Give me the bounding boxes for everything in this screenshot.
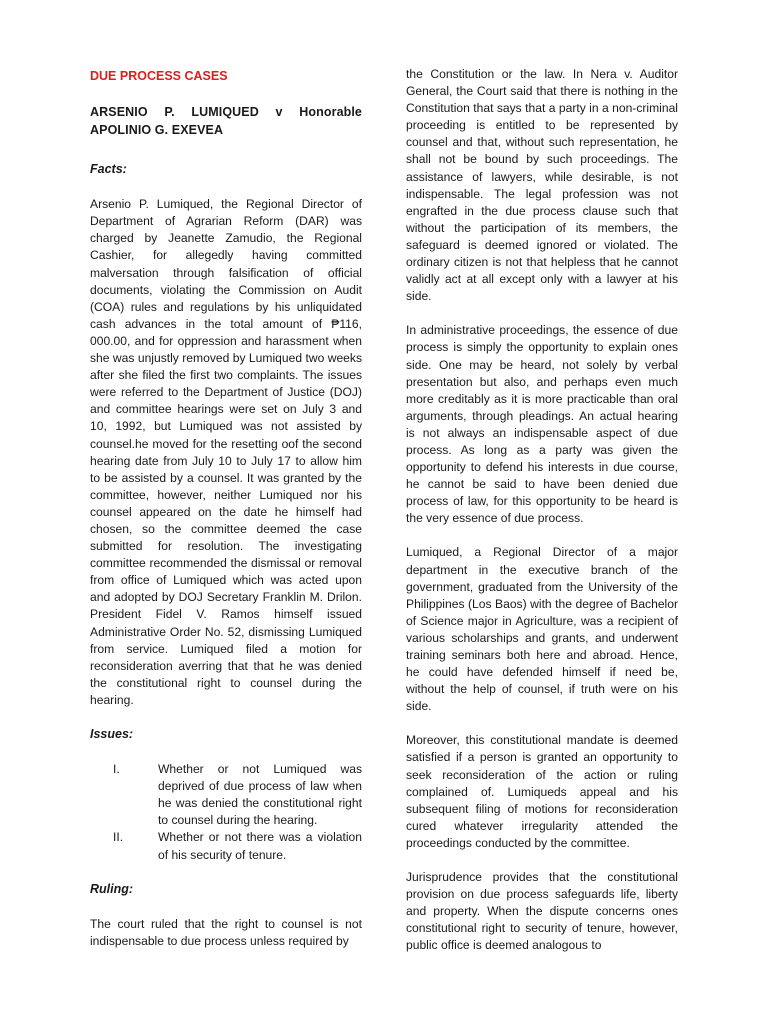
jurisprudence-paragraph: Jurisprudence provides that the constitutional provision on due process safeguards life, liberty and property. When the dispute concerns ones constitutional right to security of tenure, however, public office is deemed analogous to — [406, 870, 678, 953]
issue-text: Whether or not Lumiqued was deprived of due process of law when he was denied the constitutional right to counsel during the hearing. — [158, 762, 362, 828]
ruling-paragraph: The court ruled that the right to counsel is not indispensable to due process unless required by — [90, 916, 362, 948]
lumiqued-background-paragraph: Lumiqued, a Regional Director of a major department in the executive branch of the government, graduated from the University of the Philippines (Los Baos) with the degree of Bachelor of Science major in Agriculture, was a recipient of various scholarships and grants, and underwent training seminars both here and abroad. Hence, he could have defended himself if need be, without the help of counsel, if truth were on his side. — [406, 545, 678, 714]
issue-text: Whether or not there was a violation of his security of tenure. — [158, 830, 362, 862]
right-column — [406, 66, 678, 972]
document-title: DUE PROCESS CASES — [90, 69, 228, 83]
issues-list — [90, 761, 362, 864]
issue-number: I. — [113, 762, 120, 777]
issue-number: II. — [113, 830, 124, 845]
issues-heading: Issues: — [90, 727, 134, 741]
left-column — [90, 68, 362, 967]
reconsideration-paragraph: Moreover, this constitutional mandate is deemed satisfied if a person is granted an opportunity to seek reconsideration of the action or ruling complained of. Lumiqueds appeal and his subsequent filing of motions for reconsideration cured whatever irregularity attended the proceedings conducted by the committee. — [406, 733, 678, 850]
case-title: ARSENIO P. LUMIQUED v Honorable APOLINIO G. EXEVEA — [90, 105, 362, 138]
facts-paragraph: Arsenio P. Lumiqued, the Regional Director of Department of Agrarian Reform (DAR) was charged by Jeanette Zamudio, the Regional Cashier, for allegedly having committed malversation through falsification of official documents, violating the Commission on Audit (COA) rules and regulations by his unliquidated cash advances in the total amount of ₱116, 000.00, and for oppression and harassment when she was unjustly removed by Lumiqued two weeks after she filed the first two complaints. The issues were referred to the Department of Justice (DOJ) and committee hearings were set on July 3 and 10, 1992, but Lumiqued was not assisted by counsel.he moved for the resetting oof the second hearing date from July 10 to July 17 to allow him to be assisted by a counsel. It was granted by the committee, however, neither Lumiqued nor his counsel appeared on the date he himself had chosen, so the committee deemed the case submitted for resolution. The investigating committee recommended the dismissal or removal from office of Lumiqued which was acted upon and adopted by DOJ Secretary Franklin M. Drilon. President Fidel V. Ramos himself issued Administrative Order No. 52, dismissing Lumiqued from service. Lumiqued filed a motion for reconsideration averring that that he was denied the constitutional right to counsel during the hearing. — [90, 197, 362, 707]
due-process-paragraph: In administrative proceedings, the essence of due process is simply the opportunity to explain ones side. One may be heard, not solely by verbal presentation but also, and perhaps even much more creditably as it is more practicable than oral arguments, through pleadings. An actual hearing is not always an indispensable aspect of due process. As long as a party was given the opportunity to defend his interests in due course, he cannot be said to have been denied due process of law, for this opportunity to be heard is the very essence of due process. — [406, 323, 678, 526]
list-item — [90, 829, 362, 863]
facts-heading: Facts: — [90, 162, 127, 177]
ruling-continuation-paragraph: the Constitution or the law. In Nera v. Auditor General, the Court said that there is nothing in the Constitution that says that a party in a non-criminal proceeding is entitled to be represented by counsel and that, without such representation, he shall not be bound by such proceedings. The assistance of lawyers, while desirable, is not indispensable. The legal profession was not engrafted in the due process clause such that without the participation of its members, the safeguard is deemed ignored or violated. The ordinary citizen is not that helpless that he cannot validly act at all except only with a lawyer at his side. — [406, 67, 678, 304]
list-item — [90, 761, 362, 829]
ruling-heading: Ruling: — [90, 881, 134, 896]
